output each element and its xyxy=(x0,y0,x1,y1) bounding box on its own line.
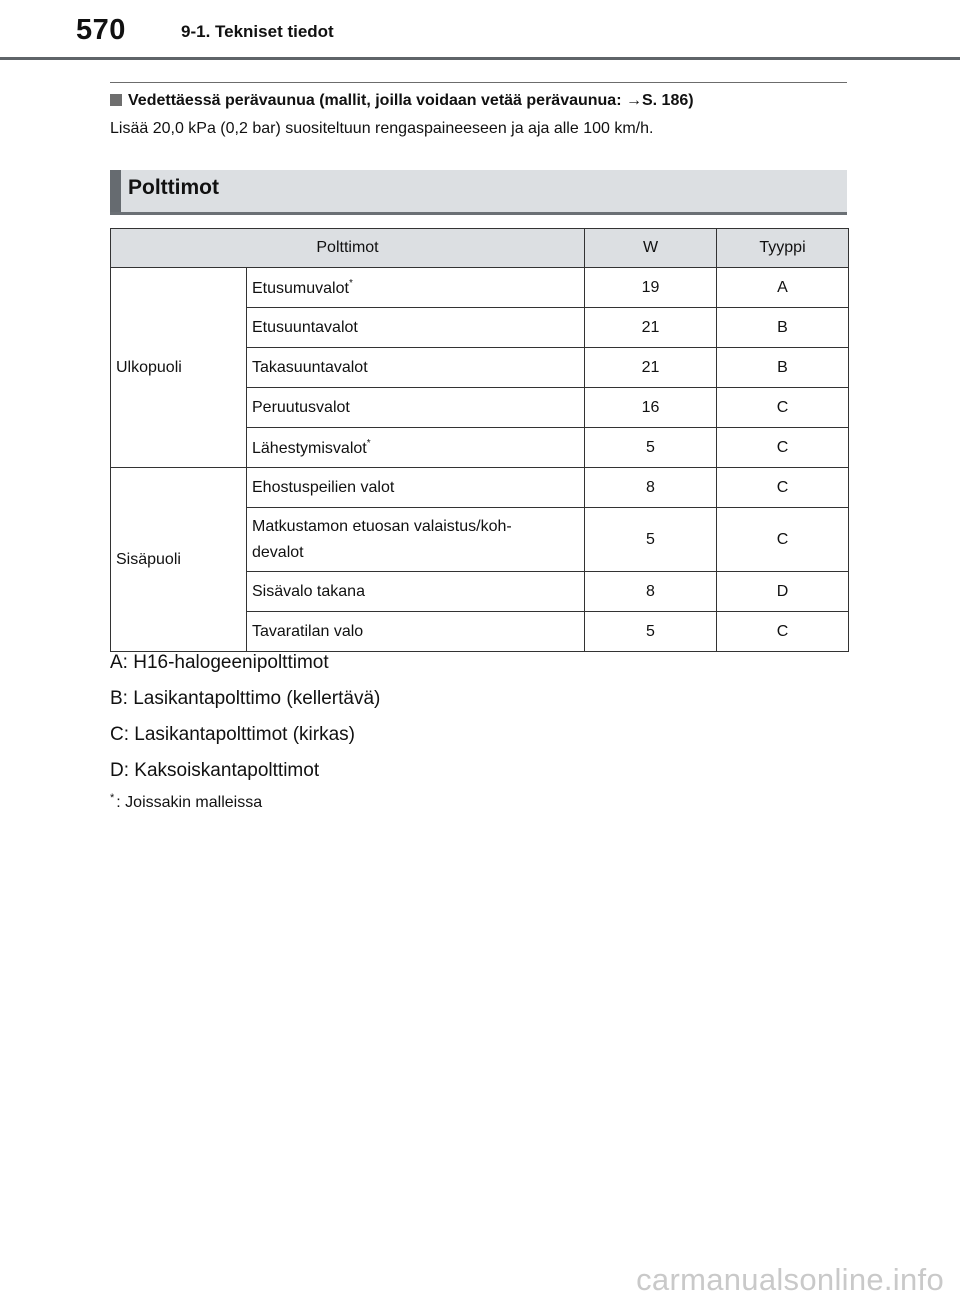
bulb-type: C xyxy=(717,508,849,572)
footnote-mark: * xyxy=(110,792,115,804)
bulb-name xyxy=(247,268,585,308)
bulb-name: Ehostuspeilien valot xyxy=(247,468,585,508)
header-type: Tyyppi xyxy=(717,229,849,268)
section-bar-accent xyxy=(110,170,121,212)
bulb-name: Sisävalo takana xyxy=(247,572,585,612)
bulb-name-line2: devalot xyxy=(252,543,304,561)
trailer-heading xyxy=(110,92,850,110)
bulb-watts: 5 xyxy=(585,508,717,572)
group-label-interior: Sisäpuoli xyxy=(111,468,247,652)
section-bar-title: Polttimot xyxy=(128,176,219,199)
legend-item: A: H16-halogeenipolttimot xyxy=(110,652,329,673)
footnote-text: : Joissakin malleissa xyxy=(116,794,263,811)
watermark: carmanualsonline.info xyxy=(636,1262,944,1297)
bulb-name: Etusuuntavalot xyxy=(247,308,585,348)
page-number: 570 xyxy=(76,14,126,46)
bulb-watts: 16 xyxy=(585,388,717,428)
legend-item: B: Lasikantapolttimo (kellertävä) xyxy=(110,688,381,709)
section-bar xyxy=(110,170,847,215)
bulb-watts: 5 xyxy=(585,428,717,468)
legend-item: D: Kaksoiskantapolttimot xyxy=(110,760,320,781)
bulb-watts: 21 xyxy=(585,348,717,388)
square-bullet-icon xyxy=(110,94,122,106)
legend-item: C: Lasikantapolttimot (kirkas) xyxy=(110,724,355,745)
table-row xyxy=(111,268,849,308)
bulb-watts: 5 xyxy=(585,612,717,652)
bulb-watts: 19 xyxy=(585,268,717,308)
type-legend xyxy=(110,645,850,789)
bulb-name: Takasuuntavalot xyxy=(247,348,585,388)
bulb-name: Peruutusvalot xyxy=(247,388,585,428)
bulb-watts: 8 xyxy=(585,572,717,612)
bulb-type: B xyxy=(717,348,849,388)
footnote xyxy=(110,792,262,812)
bulb-type: B xyxy=(717,308,849,348)
section-title: 9-1. Tekniset tiedot xyxy=(181,22,334,41)
bulb-name-text: Lähestymisvalot xyxy=(252,439,367,457)
sub-divider xyxy=(110,82,847,83)
footnote-mark: * xyxy=(366,437,371,449)
bulb-type: C xyxy=(717,612,849,652)
header-bulbs: Polttimot xyxy=(111,229,585,268)
header-watts: W xyxy=(585,229,717,268)
bulb-watts: 21 xyxy=(585,308,717,348)
bulb-name-text: Etusumuvalot xyxy=(252,279,349,297)
bulb-name xyxy=(247,428,585,468)
bulb-watts: 8 xyxy=(585,468,717,508)
group-label-exterior: Ulkopuoli xyxy=(111,268,247,468)
bulb-type: C xyxy=(717,388,849,428)
bulb-name xyxy=(247,508,585,572)
table-row xyxy=(111,468,849,508)
bulb-name: Tavaratilan valo xyxy=(247,612,585,652)
table-header-row xyxy=(111,229,849,268)
bulbs-table xyxy=(110,228,849,652)
bulb-type: C xyxy=(717,468,849,508)
bulb-name-line1: Matkustamon etuosan valaistus/koh- xyxy=(252,517,512,535)
footnote-mark: * xyxy=(348,277,353,289)
trailer-text: Lisää 20,0 kPa (0,2 bar) suositeltuun rengaspaineeseen ja aja alle 100 km/h. xyxy=(110,120,654,137)
bulb-type: A xyxy=(717,268,849,308)
bulb-type: D xyxy=(717,572,849,612)
trailer-heading-text: Vedettäessä perävaunua (mallit, joilla voidaan vetää perävaunua: →S. 186) xyxy=(128,92,694,109)
header-rule xyxy=(0,57,960,60)
bulb-type: C xyxy=(717,428,849,468)
